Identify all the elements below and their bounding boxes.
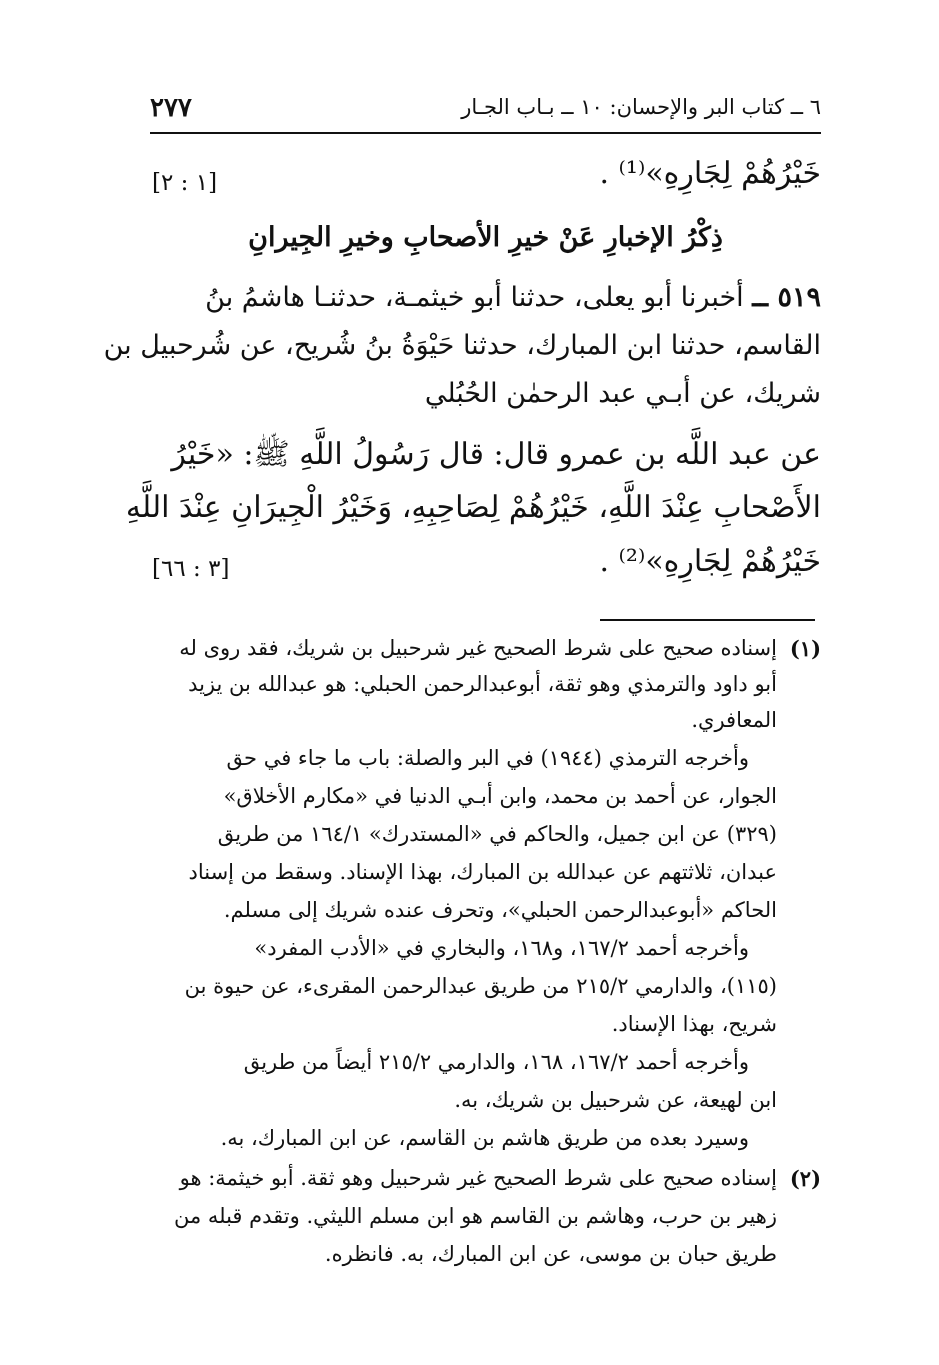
reference-matn: [٣ : ٦٦]	[152, 556, 230, 582]
footnote-1-number: (١)	[789, 636, 821, 661]
reference-top: [١ : ٢]	[152, 170, 218, 196]
footnote-1-line: الحاكم «أبوعبدالرحمن الحبلي»، وتحرف عنده شريك إلى مسلم.	[223, 898, 777, 922]
footnote-1-line: عبدان، ثلاثتهم عن عبدالله بن المبارك، بهذا الإسناد. وسقط من إسناد	[188, 860, 777, 884]
footnote-1-line: المعافري.	[691, 708, 777, 732]
footnote-rule	[600, 619, 815, 621]
footnote-1-line: إسناده صحيح على شرط الصحيح غير شرحبيل بن شريك، فقد روى له	[179, 636, 777, 660]
isnad-line-1	[205, 282, 821, 313]
isnad-line-3: شريك، عن أبـي عبد الرحمٰن الحُبُلي	[424, 378, 821, 409]
footnote-1-line: وأخرجه أحمد ١٦٧/٢، ١٦٨، والدارمي ٢١٥/٢ أيضاً من طريق	[243, 1050, 749, 1074]
footnote-1-line: (٣٢٩) عن ابن جميل، والحاكم في «المستدرك» ١٦٤/١ من طريق	[217, 822, 777, 846]
matn-line-2: الأَصْحابِ عِنْدَ اللَّهِ، خَيْرُهُمْ لِصَاحِبِهِ، وَخَيْرُ الْجِيرَانِ عِنْدَ اللَّهِ	[125, 490, 821, 525]
footnote-1-line: أبو داود والترمذي وهو ثقة، أبوعبدالرحمن الحبلي: هو عبدالله بن يزيد	[188, 672, 777, 696]
matn-line-3: خَيْرُهُمْ لِجَارِهِ»⁽²⁾ .	[599, 544, 821, 579]
footnote-1-line: وأخرجه أحمد ١٦٧/٢، و١٦٨، والبخاري في «الأدب المفرد»	[254, 936, 749, 960]
footnote-2-line: إسناده صحيح على شرط الصحيح غير شرحبيل وهو ثقة. أبو خيثمة: هو	[179, 1166, 777, 1190]
footnote-1-line: ابن لهيعة، عن شرحبيل بن شريك، به.	[454, 1088, 777, 1112]
footnote-2-line: زهير بن حرب، وهاشم بن القاسم هو ابن مسلم الليثي. وتقدم قبله من	[173, 1204, 777, 1228]
section-heading: ذِكْرُ الإخبارِ عَنْ خيرِ الأصحابِ وخيرِ الجِيرانِ	[248, 222, 723, 253]
running-title: ٦ ــ كتاب البر والإحسان: ١٠ ــ بـاب الجـار	[461, 95, 821, 119]
isnad-text-1: أخبرنا أبو يعلى، حدثنا أبو خيثمـة، حدثنـا هاشمُ بنُ	[205, 282, 744, 313]
running-header	[150, 93, 821, 127]
matn-line-1: عن عبد اللَّه بن عمرو قال: قال رَسُولُ اللَّهِ ﷺ: «خَيْرُ	[171, 437, 821, 472]
continuation-line: خَيْرُهُمْ لِجَارِهِ»⁽¹⁾ .	[599, 156, 821, 191]
footnote-2-line: طريق حبان بن موسى، عن ابن المبارك، به. فانظره.	[324, 1242, 777, 1266]
footnote-1-line: وأخرجه الترمذي (١٩٤٤) في البر والصلة: باب ما جاء في حق	[226, 746, 749, 770]
isnad-line-2: القاسم، حدثنا ابن المبارك، حدثنا حَيْوَةُ بنُ شُريح، عن شُرحبيل بن	[103, 330, 821, 361]
header-rule	[150, 132, 821, 134]
footnote-2-number: (٢)	[789, 1166, 821, 1191]
page-number: ٢٧٧	[150, 93, 192, 123]
footnote-1-line: وسيرد بعده من طريق هاشم بن القاسم، عن ابن المبارك، به.	[220, 1126, 749, 1150]
footnote-1-line: (١١٥)، والدارمي ٢١٥/٢ من طريق عبدالرحمن المقرىء، عن حيوة بن	[184, 974, 777, 998]
footnote-1-line: الجوار، عن أحمد بن محمد، وابن أبـي الدنيا في «مكارم الأخلاق»	[223, 784, 777, 808]
hadith-number: ٥١٩ ــ	[752, 282, 821, 313]
footnote-1-line: شريح، بهذا الإسناد.	[611, 1012, 777, 1036]
